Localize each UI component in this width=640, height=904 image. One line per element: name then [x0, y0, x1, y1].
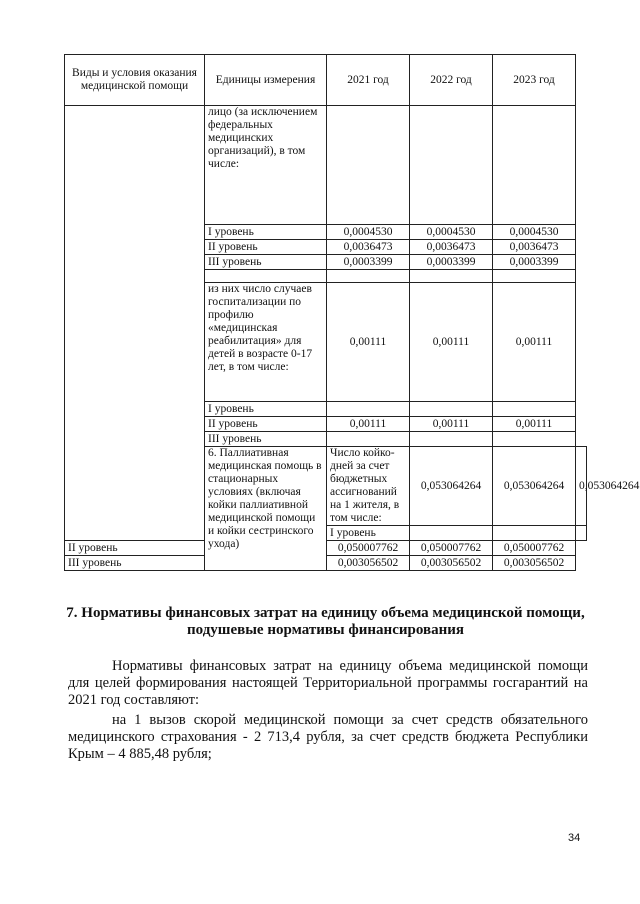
type-cell-empty [65, 106, 205, 541]
value-cell [410, 432, 493, 447]
value-cell [410, 402, 493, 417]
value-cell [493, 402, 576, 417]
empty-cell [205, 270, 327, 283]
value-cell: 0,0036473 [493, 240, 576, 255]
value-cell: 0,050007762 [327, 541, 410, 556]
header-2021: 2021 год [327, 55, 410, 106]
level-label: III уровень [205, 432, 327, 447]
value-cell: 0,00111 [327, 417, 410, 432]
level-label: III уровень [205, 255, 327, 270]
value-cell: 0,050007762 [493, 541, 576, 556]
value-cell [410, 106, 493, 225]
value-cell: 0,00111 [410, 283, 493, 402]
header-2023: 2023 год [493, 55, 576, 106]
value-cell: 0,053064264 [410, 447, 493, 526]
level-label: II уровень [205, 417, 327, 432]
header-type: Виды и условия оказания медицинской помощи [65, 55, 205, 106]
value-cell: 0,0004530 [410, 225, 493, 240]
section-heading: 7. Нормативы финансовых затрат на единицу объема медицинской помощи, подушевые нормативы финансирования [66, 605, 585, 638]
level-label: III уровень [65, 556, 205, 571]
level-label: II уровень [65, 541, 205, 556]
value-cell: 0,050007762 [410, 541, 493, 556]
norms-table [64, 54, 640, 571]
value-cell: 0,00111 [327, 283, 410, 402]
value-cell [410, 526, 493, 541]
value-cell: 0,00111 [410, 417, 493, 432]
level-label: I уровень [205, 225, 327, 240]
value-cell: 0,053064264 [493, 447, 576, 526]
value-cell: 0,003056502 [493, 556, 576, 571]
value-cell: 0,0003399 [410, 255, 493, 270]
value-cell: 0,0004530 [327, 225, 410, 240]
value-cell [327, 402, 410, 417]
value-cell: 0,0004530 [493, 225, 576, 240]
type-cell-palliative: 6. Паллиативная медицинская помощь в стационарных условиях (включая койки паллиативной медицинской помощи и койки сестринского ухода) [205, 447, 327, 571]
table-header-row [65, 55, 587, 106]
header-unit: Единицы измерения [205, 55, 327, 106]
empty-cell [410, 270, 493, 283]
body-paragraph: Нормативы финансовых затрат на единицу объема медицинской помощи для целей формирования настоящей Территориальной программы госгарантий на 2021 год составляют: [68, 658, 588, 708]
value-cell: 0,003056502 [410, 556, 493, 571]
value-cell: 0,00111 [493, 417, 576, 432]
unit-cell: Число койко-дней за счет бюджетных ассигнований на 1 жителя, в том числе: [327, 447, 410, 526]
value-cell [493, 106, 576, 225]
body-paragraph: на 1 вызов скорой медицинской помощи за счет средств обязательного медицинского страхования - 2 713,4 рубля, за счет средств бюджета Республики Крым – 4 885,48 рубля; [68, 712, 588, 762]
value-cell [493, 432, 576, 447]
level-label: I уровень [205, 402, 327, 417]
unit-cell: лицо (за исключением федеральных медицинских организаций), в том числе: [205, 106, 327, 225]
value-cell [493, 526, 576, 541]
value-cell: 0,0036473 [327, 240, 410, 255]
value-cell: 0,0036473 [410, 240, 493, 255]
table-row [65, 106, 587, 225]
page-number: 34 [568, 832, 581, 844]
value-cell: 0,0003399 [493, 255, 576, 270]
level-label: I уровень [327, 526, 410, 541]
value-cell [327, 432, 410, 447]
value-cell: 0,053064264 [576, 447, 587, 526]
level-label: II уровень [205, 240, 327, 255]
value-cell [576, 526, 587, 541]
header-2022: 2022 год [410, 55, 493, 106]
value-cell: 0,00111 [493, 283, 576, 402]
unit-cell: из них число случаев госпитализации по профилю «медицинская реабилитация» для детей в возрасте 0-17 лет, в том числе: [205, 283, 327, 402]
empty-cell [327, 270, 410, 283]
value-cell [327, 106, 410, 225]
empty-cell [493, 270, 576, 283]
value-cell: 0,0003399 [327, 255, 410, 270]
value-cell: 0,003056502 [327, 556, 410, 571]
